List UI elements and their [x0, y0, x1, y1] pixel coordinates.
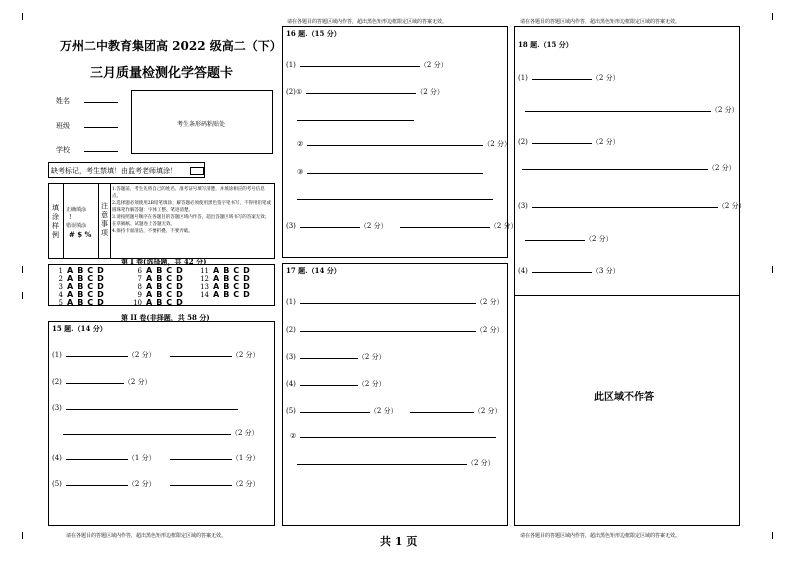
q16-part2-sub3[interactable]: ③	[297, 166, 483, 176]
barcode-area[interactable]	[131, 90, 273, 154]
q17-title: 17 题.（14 分）	[286, 266, 341, 275]
choice-row[interactable]: 11 ABCD	[200, 266, 254, 275]
choice-box	[48, 264, 275, 306]
q17-part5-line2[interactable]: （2 分）	[297, 457, 495, 468]
q17-part3[interactable]: (3) （2 分）	[286, 353, 386, 361]
q17-box	[282, 263, 508, 526]
notice-bottom-left: 请在各题目的答题区域内作答，超出黑色矩形边框限定区域的答案无效。	[66, 533, 227, 539]
absent-checkbox[interactable]	[190, 167, 204, 175]
q16-part2[interactable]: (2)① （2 分）	[286, 88, 444, 96]
q18-title: 18 题.（15 分）	[518, 40, 573, 49]
alignment-mark	[22, 292, 23, 299]
page-number: 共 1 页	[380, 535, 418, 548]
note-item: 3.请按照题号顺序在各题目的答题区域内作答，超出答题区域书写的答案无效；在草稿纸、试题卷上答题无效。	[112, 215, 270, 227]
class-label: 班级	[56, 122, 70, 130]
q16-box	[282, 26, 518, 258]
q18-part4[interactable]: (4) （3 分）	[518, 267, 620, 275]
q18-part1[interactable]: (1) （2 分）	[518, 74, 620, 82]
wrong-sample: # $ %	[69, 230, 92, 239]
alignment-mark	[22, 266, 23, 273]
q16-part2-sub[interactable]: ② （2 分）	[297, 140, 511, 148]
choice-row[interactable]: 6 ABCD	[137, 266, 187, 275]
q16-part3[interactable]: (3) （2 分） （2 分）	[286, 222, 518, 230]
q16-extra-line[interactable]	[297, 199, 493, 200]
notes-list	[112, 186, 272, 235]
barcode-label: 考生条形码粘贴处	[177, 121, 226, 128]
q16-part1[interactable]: (1) （2 分）	[286, 61, 448, 69]
alignment-mark	[772, 266, 773, 273]
name-line[interactable]	[84, 95, 118, 103]
class-field[interactable]	[56, 120, 118, 131]
choice-row[interactable]: 3 ABCD	[58, 282, 108, 291]
notes-label: 注意事项	[101, 202, 108, 237]
q17-part2[interactable]: (2) （2 分）	[286, 326, 504, 334]
note-item: 1.答题前，考生先将自己的姓名、准考证号填写清楚，并填涂相应的考号信息点。	[112, 187, 265, 199]
q15-part3[interactable]: (3)	[52, 402, 238, 412]
class-line[interactable]	[84, 120, 118, 128]
q17-part1[interactable]: (1) （2 分）	[286, 298, 504, 306]
choice-row[interactable]: 13 ABCD	[200, 282, 254, 291]
q17-part5[interactable]: (5) （2 分） （2 分）	[286, 407, 502, 415]
note-item: 2.选择题必须使用2B铅笔填涂；解答题必须使用黑色签字笔书写，不得用铅笔或圆珠笔作解答题：字体工整、笔迹清楚。	[112, 201, 271, 213]
q18-part2-line2[interactable]: （2 分）	[522, 162, 736, 173]
absent-label: 缺考标记，考生禁填！由监考老师填涂！	[51, 167, 177, 175]
choice-row[interactable]: 14 ABCD	[200, 290, 254, 299]
note-item: 4.保持卡面清洁，不要折叠、不要弄破。	[112, 229, 193, 234]
section1-title: 第 I 卷(选择题，共 42 分)	[121, 257, 207, 266]
alignment-mark	[772, 532, 773, 539]
absent-box	[48, 162, 205, 178]
section2-title: 第 II 卷(非择题，共 58 分)	[121, 313, 210, 322]
choice-row[interactable]: 7 ABCD	[137, 274, 187, 283]
choice-row[interactable]: 8 ABCD	[137, 282, 187, 291]
alignment-mark	[22, 13, 23, 20]
choice-row[interactable]: 2 ABCD	[58, 274, 108, 283]
q15-part5[interactable]: (5) （2 分） （2 分）	[52, 480, 260, 488]
q16-title: 16 题.（15 分）	[286, 29, 341, 38]
notice-top-right: 请在各题目的答题区域内作答，超出黑色矩形边框限定区域的答案无效。	[520, 19, 681, 25]
notice-bottom-right: 请在各题目的答题区域内作答，超出黑色矩形边框限定区域的答案无效。	[520, 533, 681, 539]
name-label: 姓名	[56, 97, 70, 105]
q15-part1[interactable]: (1) （2 分） （2 分）	[52, 351, 260, 359]
q18-part2[interactable]: (2) （2 分）	[518, 138, 620, 146]
q18-part3[interactable]: (3) （2 分）	[518, 202, 746, 210]
q18-box	[514, 26, 746, 526]
q15-title: 15 题.（14 分）	[52, 324, 107, 333]
divider	[515, 295, 739, 296]
q16-part2-line[interactable]	[297, 120, 414, 121]
no-answer-label: 此区域不作答	[594, 392, 654, 403]
q15-part2[interactable]: (2) （2 分）	[52, 378, 152, 386]
choice-row[interactable]: 5 ABCD	[58, 298, 108, 307]
q15-part3-line2[interactable]: （2 分）	[63, 427, 259, 438]
notice-top-mid: 请在各题目的答题区域内作答，超出黑色矩形边框限定区域的答案无效。	[287, 19, 448, 25]
school-label: 学校	[56, 146, 70, 154]
alignment-mark	[772, 13, 773, 20]
alignment-mark	[22, 532, 23, 539]
title-line2: 三月质量检测化学答题卡	[90, 66, 234, 81]
fill-example-side: 填涂样例	[52, 204, 59, 239]
q17-part4[interactable]: (4) （2 分）	[286, 380, 386, 388]
q17-part5-sub[interactable]: ②	[290, 430, 496, 440]
choice-row[interactable]: 12 ABCD	[200, 274, 254, 283]
wrong-label: 错误填涂	[66, 223, 87, 229]
q15-part4[interactable]: (4) （1 分） （1 分）	[52, 454, 260, 462]
q18-part1-line2[interactable]: （2 分）	[525, 104, 739, 115]
correct-sample: !	[69, 214, 72, 221]
fill-example-box	[48, 183, 275, 259]
school-line[interactable]	[84, 144, 118, 152]
choice-row[interactable]: 1 ABCD	[58, 266, 108, 275]
q15-box	[48, 321, 275, 526]
choice-row[interactable]: 9 ABCD	[137, 290, 187, 299]
correct-label: 正确填涂	[66, 207, 87, 213]
title-line1: 万州二中教育集团高 2022 级高二（下）	[60, 39, 282, 53]
q18-part3-line2[interactable]: （2 分）	[525, 233, 613, 244]
choice-row[interactable]: 10 ABCD	[133, 298, 187, 307]
school-field[interactable]	[56, 144, 118, 155]
choice-row[interactable]: 4 ABCD	[58, 290, 108, 299]
name-field[interactable]	[56, 95, 118, 106]
